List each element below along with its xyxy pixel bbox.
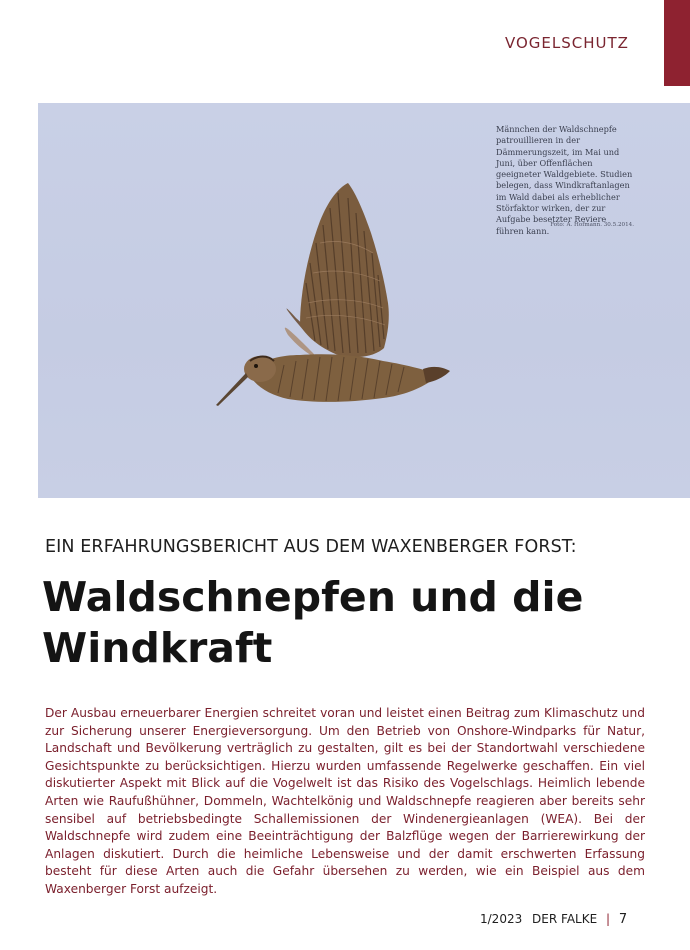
section-accent-tab	[664, 0, 690, 86]
photo-credit: Foto: A. Hofmann. 30.5.2014.	[550, 222, 634, 228]
issue-number: 1/2023	[480, 912, 523, 926]
page-footer	[480, 912, 627, 927]
section-label: VOGELSCHUTZ	[505, 34, 629, 52]
article-lead: Der Ausbau erneuerbarer Energien schreitet voran und leistet einen Beitrag zum Klimaschutz und zur Sicherung unserer Energieversorgung. Um den Betrieb von Onshore-Windparks für Natur, Landschaft und Bevölkerung verträglich zu gestalten, gilt es bei der Standortwahl verschiedene Gesichtspunkte zu berücksichtigen. Hierzu wurden umfassende Regelwerke geschaffen. Ein viel diskutierter Aspekt mit Blick auf die Vogelwelt ist das Risiko des Vogelschlags. Heimlich lebende Arten wie Raufußhühner, Dommeln, Wachtelkönig und Waldschnepfe reagieren aber bereits sehr sensibel auf betriebsbedingte Schallemissionen der Windenergieanlagen (WEA). Bei der Waldschnepfe wird zudem eine Beeinträchtigung der Balzflüge wegen der Barrierewirkung der Anlagen diskutiert. Durch die heimliche Lebensweise und der damit erschwerten Erfassung besteht für diese Arten auch die Gefahr übersehen zu werden, wie ein Beispiel aus dem Waxenberger Forst aufzeigt.	[45, 706, 645, 896]
article-kicker: EIN ERFAHRUNGSBERICHT AUS DEM WAXENBERGER FORST:	[45, 537, 577, 557]
article-headline: Waldschnepfen und die Windkraft	[42, 573, 584, 672]
photo-caption: Männchen der Waldschnepfe patrouillieren in der Dämmerungszeit, im Mai und Juni, über Offenflächen geeigneter Waldgebiete. Studien belegen, dass Windkraftanlagen im Wald dabei als erheblicher Störfaktor wirken, der zur Aufgabe besetzter Reviere führen kann.	[496, 124, 633, 236]
woodcock-photo	[38, 103, 690, 498]
magazine-name: DER FALKE	[532, 912, 598, 926]
footer-separator: |	[606, 912, 611, 926]
page-number: 7	[618, 912, 628, 927]
